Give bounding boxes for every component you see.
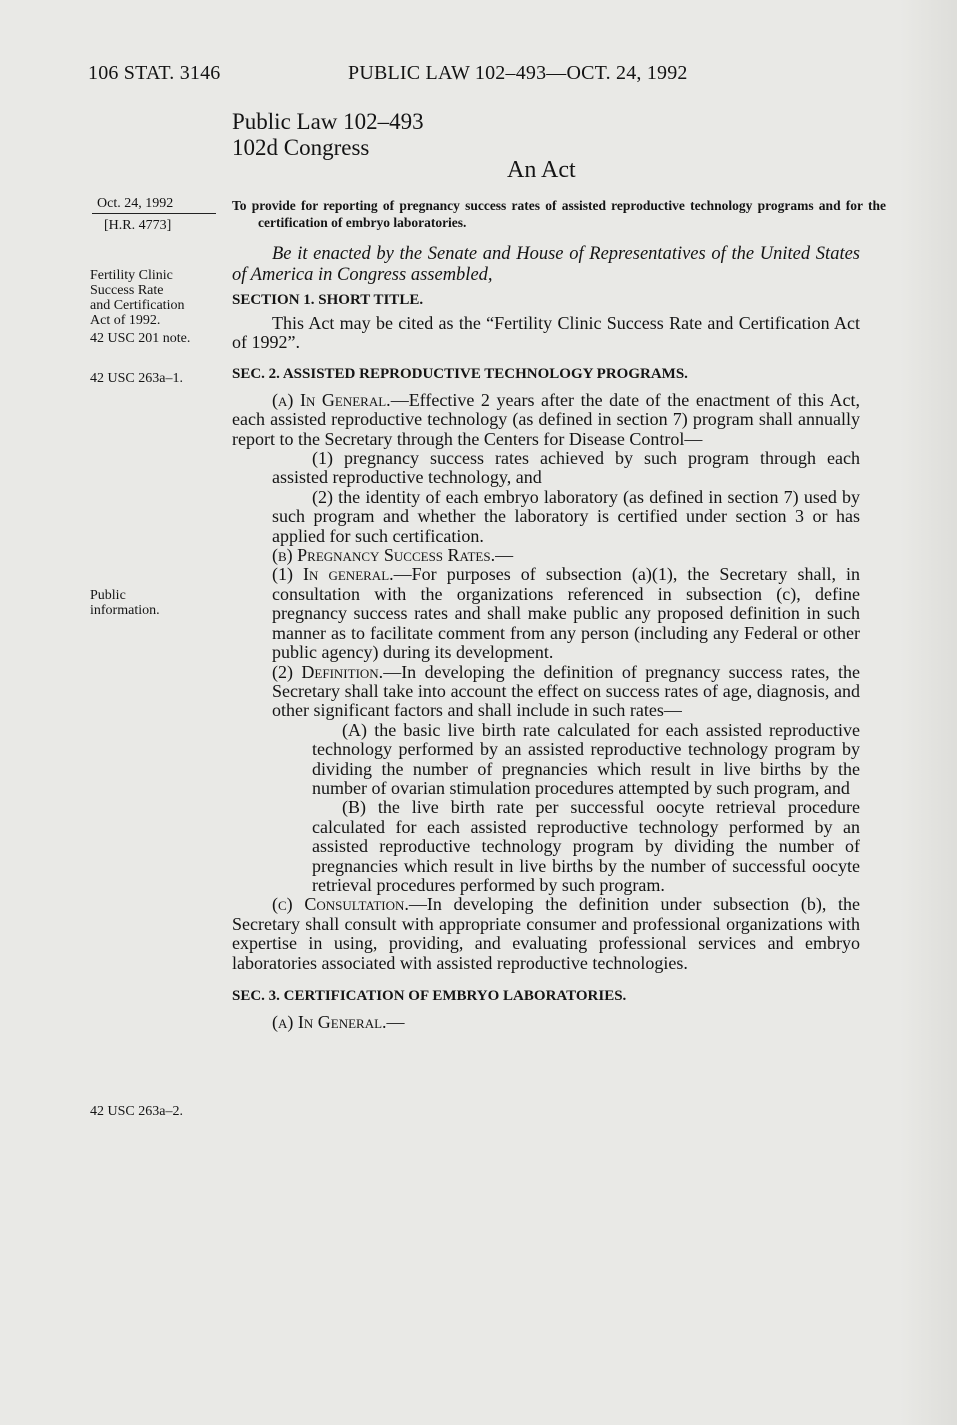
subsection-2b-label: (b) Pregnancy Success Rates. bbox=[272, 545, 496, 566]
congress-number: 102d Congress bbox=[232, 135, 370, 160]
clause-2b2A: (A) the basic live birth rate calculated for each assisted reproductive technology performed by an assisted reproductive technology program by dividing the number of pregnancies which result in live births by the number of ovarian stimulation procedures attempted by such program, and bbox=[312, 719, 860, 798]
subsection-2c-label: (c) Consultation. bbox=[272, 894, 409, 915]
subsection-3a-dash: — bbox=[386, 1012, 405, 1032]
subsection-3a bbox=[232, 1013, 860, 1032]
margin-rule bbox=[92, 213, 216, 214]
paragraph-2a1: (1) pregnancy success rates achieved by such program through each assisted reproductive technology, and bbox=[272, 448, 860, 488]
subsection-2b-dash: — bbox=[495, 545, 514, 566]
stat-page-citation: 106 STAT. 3146 bbox=[88, 62, 221, 84]
section-1-text: This Act may be cited as the “Fertility Clinic Success Rate and Certification Act of 1992”. bbox=[232, 313, 860, 353]
subsection-2a bbox=[232, 391, 860, 449]
subsection-2c bbox=[232, 895, 860, 973]
margin-public-line: Public bbox=[90, 588, 126, 603]
margin-public-information bbox=[90, 588, 210, 618]
an-act-heading: An Act bbox=[507, 157, 576, 183]
margin-public-line: information. bbox=[90, 603, 160, 618]
margin-short-title-line: and Certification bbox=[90, 298, 185, 313]
paragraph-2b1-text: —For purposes of subsection (a)(1), the Secretary shall, in consultation with the organizations referenced in subsection (c), define pregnancy success rates and shall make public any proposed definition in such manner as to facilitate comment from any person (including any Federal or other public agency) during its development. bbox=[272, 564, 860, 663]
paragraph-2b1 bbox=[232, 565, 860, 662]
clause-2b2B: (B) the live birth rate per successful oocyte retrieval procedure calculated for each assisted reproductive technology performed by an assisted reproductive technology program by dividing the number of pregnancies which result in live births by the number of successful oocyte retrieval procedures performed by such program. bbox=[312, 797, 860, 895]
running-header: PUBLIC LAW 102–493—OCT. 24, 1992 bbox=[348, 62, 688, 84]
margin-short-title-line: Success Rate bbox=[90, 283, 164, 298]
margin-usc-201-note: 42 USC 201 note. bbox=[90, 331, 191, 346]
act-purpose: To provide for reporting of pregnancy success rates of assisted reproductive technology programs and for the certification of embryo laboratories. bbox=[232, 198, 886, 230]
public-law-number: Public Law 102–493 bbox=[232, 109, 424, 134]
page-edge-shading bbox=[900, 0, 957, 1425]
margin-date: Oct. 24, 1992 bbox=[97, 196, 174, 211]
act-body bbox=[232, 244, 860, 1032]
margin-short-title-line: Act of 1992. bbox=[90, 313, 161, 328]
subsection-2a-label: (a) In General. bbox=[272, 389, 391, 410]
section-3-heading: SEC. 3. CERTIFICATION OF EMBRYO LABORATORIES. bbox=[232, 988, 627, 1004]
paragraph-2b2 bbox=[232, 663, 860, 721]
paragraph-2b2-label: (2) Definition. bbox=[272, 661, 384, 682]
subsection-2a-text: —Effective 2 years after the date of the enactment of this Act, each assisted reproductive technology (as defined in section 7) program shall annually report to the Secretary through the Centers for Disease Control— bbox=[232, 389, 861, 449]
margin-bill-number: [H.R. 4773] bbox=[104, 218, 172, 233]
enacting-clause: Be it enacted by the Senate and House of Representatives of the United States of America in Congress assembled, bbox=[232, 244, 860, 285]
subsection-3a-label: (a) In General. bbox=[272, 1012, 387, 1032]
margin-usc-263a-1: 42 USC 263a–1. bbox=[90, 371, 183, 386]
margin-usc-263a-2: 42 USC 263a–2. bbox=[90, 1104, 183, 1119]
paragraph-2b1-label: (1) In general. bbox=[272, 564, 394, 585]
section-2-heading: SEC. 2. ASSISTED REPRODUCTIVE TECHNOLOGY PROGRAMS. bbox=[232, 365, 688, 382]
margin-short-title-note bbox=[90, 268, 230, 328]
subsection-2b bbox=[232, 546, 860, 565]
paragraph-2b2-text: —In developing the definition of pregnancy success rates, the Secretary shall take into account the effect on success rates of age, diagnosis, and other significant factors and shall include in such rates— bbox=[272, 661, 860, 721]
section-1-heading: SECTION 1. SHORT TITLE. bbox=[232, 292, 424, 308]
paragraph-2a2: (2) the identity of each embryo laboratory (as defined in section 7) used by such program and whether the laboratory is certified under section 3 or has applied for such certification. bbox=[272, 486, 860, 546]
margin-short-title-line: Fertility Clinic bbox=[90, 268, 173, 283]
subsection-2c-text: —In developing the definition under subsection (b), the Secretary shall consult with appropriate consumer and professional organizations with expertise in using, providing, and evaluating professional services and embryo laboratories associated with assisted reproductive technologies. bbox=[232, 894, 860, 973]
